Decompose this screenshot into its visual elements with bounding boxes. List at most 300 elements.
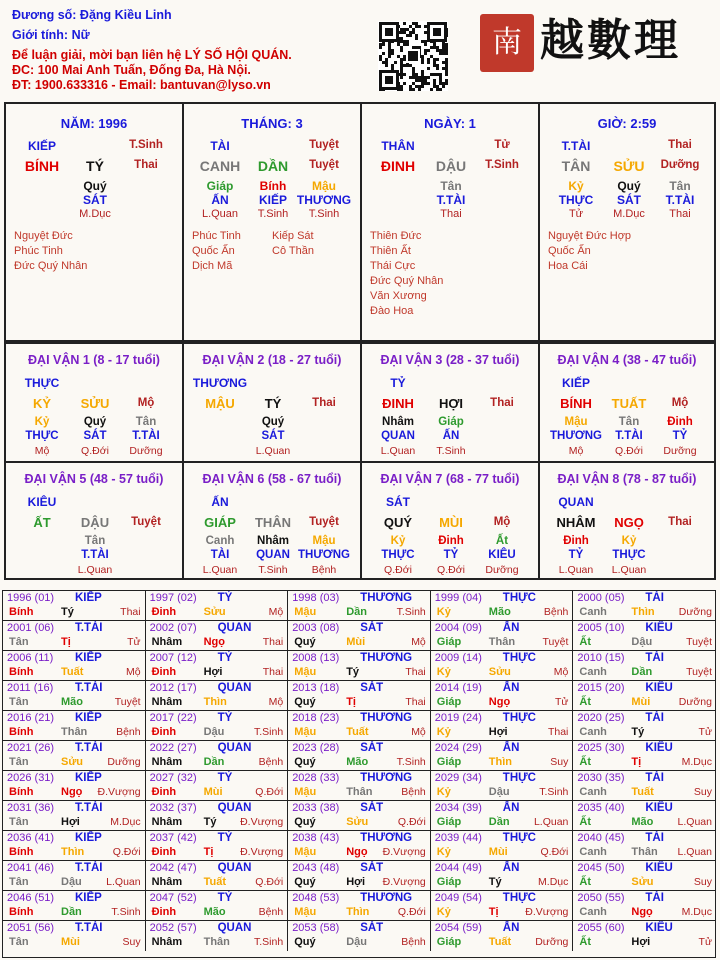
hidden-life-stage: L.Quan	[255, 445, 291, 457]
hidden-stem: Kỷ	[621, 535, 637, 547]
year-branch: Thân	[631, 846, 658, 858]
pillar-branch-stage: Thai	[134, 159, 158, 171]
hidden-life-stage: Q.Đới	[615, 445, 643, 457]
luck-pillar-panel	[360, 342, 538, 461]
hidden-life-stage: Q.Đới	[437, 564, 465, 576]
year-stem: Nhâm	[151, 636, 183, 648]
hidden-stem: Kỷ	[390, 535, 406, 547]
year-ten-god: T.TÀI	[75, 622, 103, 634]
luck-life-stage: Thai	[490, 397, 514, 409]
year-ten-god: SÁT	[360, 622, 384, 634]
year-ten-god: THƯƠNG	[360, 832, 413, 844]
year-cell[interactable]	[3, 741, 146, 771]
hidden-stem: Giáp	[438, 416, 464, 428]
year-life-stage: Mộ	[268, 606, 284, 618]
year-life-stage: Q.Đới	[397, 906, 426, 918]
year-ten-god: ẤN	[502, 682, 520, 694]
luck-pillar-title: ĐẠI VẬN 5 (48 - 57 tuổi)	[24, 472, 164, 486]
luck-life-stage: Mộ	[671, 397, 689, 409]
year-label: 2017 (22)	[149, 712, 197, 724]
year-cell[interactable]	[3, 771, 146, 801]
year-label: 2023 (28)	[292, 742, 340, 754]
year-life-stage: M.Dục	[681, 906, 712, 918]
hidden-life-stage: M.Dục	[613, 208, 645, 220]
year-life-stage: Mộ	[553, 666, 569, 678]
year-stem: Ất	[579, 696, 591, 708]
year-ten-god: T.TÀI	[75, 682, 103, 694]
address-text: ĐC: 100 Mai Anh Tuấn, Đống Đa, Hà Nội.	[12, 63, 251, 77]
year-ten-god: T.TÀI	[75, 742, 103, 754]
year-stem: Kỷ	[436, 606, 451, 618]
hidden-stem: Bính	[259, 179, 287, 193]
hidden-life-stage: Q.Đới	[384, 564, 412, 576]
year-label: 2037 (42)	[149, 832, 197, 844]
year-stem: Quý	[294, 936, 316, 948]
year-cell[interactable]	[288, 801, 431, 831]
year-cell[interactable]	[146, 891, 289, 921]
hidden-ten-god: QUAN	[256, 549, 290, 561]
year-cell[interactable]	[146, 681, 289, 711]
year-stem: Giáp	[436, 936, 462, 948]
pillar-title: THÁNG: 3	[241, 116, 303, 131]
year-stem: Canh	[579, 726, 607, 738]
year-life-stage: Bệnh	[258, 756, 284, 768]
year-label: 2034 (39)	[434, 802, 482, 814]
year-cell[interactable]	[146, 711, 289, 741]
hidden-stem: Mậu	[312, 535, 336, 547]
year-cell[interactable]	[146, 801, 289, 831]
year-cell[interactable]	[573, 621, 716, 651]
year-ten-god: TÀI	[645, 772, 664, 784]
chart-header	[0, 0, 720, 100]
year-life-stage: T.Sinh	[396, 606, 426, 618]
pillar-branch-stage: T.Sinh	[485, 159, 519, 171]
year-life-stage: Đ.Vượng	[240, 816, 284, 828]
year-cell[interactable]	[573, 921, 716, 951]
year-stem: Kỷ	[436, 846, 451, 858]
year-life-stage: Suy	[693, 876, 712, 888]
hidden-stem: Tân	[440, 179, 462, 193]
year-cell[interactable]	[146, 741, 289, 771]
gender-label: Giới tính: Nữ	[12, 28, 90, 42]
hidden-life-stage: Q.Đới	[81, 445, 109, 457]
hidden-life-stage: Dưỡng	[663, 445, 697, 457]
year-stem: Mậu	[294, 606, 317, 618]
year-cell[interactable]	[431, 891, 574, 921]
hidden-stem: Đinh	[438, 535, 464, 547]
year-stem: Mậu	[294, 906, 317, 918]
logo	[478, 10, 714, 80]
year-cell[interactable]	[573, 891, 716, 921]
pillar-title: GIỜ: 2:59	[597, 116, 657, 131]
year-label: 2024 (29)	[434, 742, 482, 754]
year-branch: Hợi	[631, 936, 651, 948]
year-ten-god: SÁT	[360, 682, 384, 694]
year-branch: Ngọ	[346, 846, 368, 858]
year-branch: Sửu	[61, 756, 84, 768]
year-life-stage: Bệnh	[401, 936, 426, 948]
hidden-life-stage: Tử	[568, 208, 584, 220]
hidden-life-stage: L.Quan	[558, 564, 594, 576]
year-branch: Dậu	[346, 936, 367, 948]
year-cell[interactable]	[3, 621, 146, 651]
year-label: 2043 (48)	[292, 862, 340, 874]
hidden-ten-god: T.TÀI	[132, 430, 160, 442]
year-branch: Dần	[488, 816, 510, 828]
hidden-stem: Quý	[617, 179, 641, 193]
year-label: 2051 (56)	[7, 922, 55, 934]
year-life-stage: Đ.Vượng	[382, 876, 426, 888]
year-branch: Tý	[631, 726, 645, 738]
year-ten-god: TÀI	[645, 832, 664, 844]
year-life-stage: M.Dục	[110, 816, 141, 828]
year-label: 1997 (02)	[149, 592, 197, 604]
year-stem: Kỷ	[436, 906, 451, 918]
logo-stamp: 南	[480, 14, 534, 72]
year-label: 2055 (60)	[577, 922, 625, 934]
pillar-ten-god: T.TÀI	[561, 139, 591, 153]
year-cell[interactable]	[431, 921, 574, 951]
hidden-stem: Đinh	[563, 535, 589, 547]
year-stem: Quý	[294, 756, 316, 768]
year-branch: Dậu	[488, 786, 510, 798]
year-ten-god: QUAN	[217, 922, 252, 934]
hidden-life-stage: Dưỡng	[485, 564, 519, 576]
year-stem: Đinh	[151, 846, 177, 858]
year-label: 2033 (38)	[292, 802, 340, 814]
year-cell[interactable]	[3, 921, 146, 951]
year-stem: Giáp	[436, 636, 462, 648]
year-life-stage: Dưỡng	[678, 606, 712, 618]
year-cell[interactable]	[288, 861, 431, 891]
year-cell[interactable]	[288, 591, 431, 621]
luck-pillar-title: ĐẠI VẬN 2 (18 - 27 tuổi)	[202, 353, 342, 367]
year-branch: Mùi	[61, 936, 80, 948]
luck-pillar-panel	[182, 461, 360, 580]
year-stem: Giáp	[436, 696, 462, 708]
year-branch: Thìn	[203, 696, 227, 708]
year-stem: Quý	[294, 696, 316, 708]
year-cell[interactable]	[146, 591, 289, 621]
year-branch: Tý	[346, 666, 360, 678]
pillar-panel	[360, 102, 538, 342]
year-label: 2016 (21)	[7, 712, 55, 724]
hidden-ten-god: TỶ	[443, 549, 459, 561]
year-cell[interactable]	[3, 831, 146, 861]
year-life-stage: Tử	[127, 636, 141, 648]
year-stem: Ất	[579, 756, 591, 768]
star-item: Đào Hoa	[370, 305, 414, 317]
hidden-stem: Mậu	[312, 179, 336, 193]
year-ten-god: KIẾP	[75, 592, 102, 604]
star-item: Nguyệt Đức Hợp	[548, 230, 632, 242]
year-stem: Mậu	[294, 726, 317, 738]
hidden-stem: Tân	[669, 179, 691, 193]
year-branch: Mùi	[346, 636, 366, 648]
year-ten-god: TỶ	[217, 712, 233, 724]
year-branch: Thân	[346, 786, 373, 798]
year-branch: Tý	[488, 876, 502, 888]
year-cell[interactable]	[431, 831, 574, 861]
star-item: Hoa Cái	[548, 260, 588, 272]
hidden-life-stage: L.Quan	[611, 564, 647, 576]
year-branch: Sửu	[346, 816, 369, 828]
year-life-stage: L.Quan	[677, 816, 712, 828]
year-cell[interactable]	[288, 711, 431, 741]
year-branch: Tị	[203, 846, 214, 858]
luck-pillar-title: ĐẠI VẬN 4 (38 - 47 tuổi)	[557, 353, 697, 367]
year-stem: Canh	[579, 606, 607, 618]
year-life-stage: Mộ	[411, 636, 426, 648]
hidden-stem: Mậu	[564, 416, 588, 428]
luck-pillar-panel	[4, 461, 182, 580]
year-ten-god: TÀI	[645, 652, 664, 664]
year-life-stage: T.Sinh	[254, 726, 284, 738]
year-branch: Dần	[346, 606, 367, 618]
year-cell[interactable]	[431, 861, 574, 891]
year-life-stage: Bệnh	[401, 786, 426, 798]
year-label: 2039 (44)	[434, 832, 482, 844]
year-stem: Tân	[9, 936, 29, 948]
year-cell[interactable]	[288, 831, 431, 861]
year-cell[interactable]	[573, 801, 716, 831]
year-life-stage: T.Sinh	[396, 756, 426, 768]
year-cell[interactable]	[146, 861, 289, 891]
year-ten-god: SÁT	[360, 802, 384, 814]
year-label: 2050 (55)	[577, 892, 625, 904]
year-stem: Kỷ	[436, 786, 451, 798]
year-life-stage: Suy	[550, 756, 569, 768]
year-label: 2038 (43)	[292, 832, 340, 844]
hidden-ten-god: SÁT	[261, 430, 285, 442]
year-label: 2022 (27)	[149, 742, 197, 754]
hidden-ten-god: TỶ	[568, 549, 584, 561]
year-cell[interactable]	[573, 711, 716, 741]
year-label: 2012 (17)	[149, 682, 197, 694]
hidden-stem: Kỷ	[34, 416, 50, 428]
owner-name: Đương số: Đặng Kiều Linh	[12, 8, 172, 22]
year-ten-god: TỶ	[217, 592, 233, 604]
luck-stem: BÍNH	[560, 396, 592, 411]
year-cell[interactable]	[431, 621, 574, 651]
year-label: 2041 (46)	[7, 862, 55, 874]
phone-email-text[interactable]: ĐT: 1900.633316 - Email: bantuvan@lyso.vn	[12, 78, 271, 92]
hidden-stem: Tân	[618, 416, 640, 428]
luck-stem: GIÁP	[204, 515, 236, 530]
luck-ten-god: ẤN	[211, 495, 229, 509]
year-cell[interactable]	[573, 681, 716, 711]
year-cell[interactable]	[431, 681, 574, 711]
year-cell[interactable]	[431, 651, 574, 681]
year-cell[interactable]	[288, 771, 431, 801]
year-branch: Dần	[203, 756, 225, 768]
hidden-ten-god: THỰC	[381, 549, 415, 561]
luck-ten-god: KIÊU	[27, 495, 57, 509]
pillar-branch: DẬU	[435, 158, 467, 174]
year-ten-god: KIẾP	[75, 892, 102, 904]
year-life-stage: Mộ	[126, 666, 141, 678]
year-ten-god: KIÊU	[645, 622, 673, 634]
year-label: 2005 (10)	[577, 622, 625, 634]
luck-ten-god: SÁT	[386, 495, 410, 509]
year-label: 1996 (01)	[7, 592, 55, 604]
year-label: 2035 (40)	[577, 802, 625, 814]
year-cell[interactable]	[3, 891, 146, 921]
year-branch: Mão	[346, 756, 369, 768]
year-cell[interactable]	[288, 681, 431, 711]
qr-code-icon[interactable]	[378, 21, 448, 91]
star-item: Văn Xương	[370, 290, 427, 302]
pillar-branch: SỬU	[613, 158, 645, 174]
year-cell[interactable]	[146, 771, 289, 801]
luck-pillar-title: ĐẠI VẬN 6 (58 - 67 tuổi)	[202, 472, 342, 486]
year-stem: Nhâm	[151, 756, 183, 768]
year-cell[interactable]	[431, 771, 574, 801]
year-branch: Hợi	[346, 876, 366, 888]
year-label: 2020 (25)	[577, 712, 625, 724]
year-stem: Đinh	[151, 906, 177, 918]
year-label: 2021 (26)	[7, 742, 55, 754]
year-cell[interactable]	[573, 651, 716, 681]
luck-stem: NHÂM	[556, 515, 596, 530]
year-stem: Ất	[579, 876, 591, 888]
year-cell[interactable]	[573, 591, 716, 621]
year-life-stage: Dưỡng	[535, 936, 569, 948]
pillar-ten-god: THÂN	[381, 139, 415, 153]
year-life-stage: Q.Đới	[397, 816, 426, 828]
year-ten-god: QUAN	[217, 682, 252, 694]
year-branch: Tị	[61, 636, 71, 648]
year-cell[interactable]	[3, 651, 146, 681]
year-stem: Bính	[9, 906, 34, 918]
year-stem: Canh	[579, 906, 607, 918]
year-life-stage: Suy	[693, 786, 712, 798]
year-cell[interactable]	[573, 831, 716, 861]
luck-pillar-panel	[538, 342, 716, 461]
year-ten-god: ẤN	[502, 622, 520, 634]
hidden-life-stage: Mộ	[34, 445, 50, 457]
luck-ten-god: THƯƠNG	[192, 376, 248, 390]
year-ten-god: THỰC	[502, 772, 536, 784]
hidden-stem: Đinh	[667, 416, 693, 428]
year-life-stage: Tử	[698, 936, 712, 948]
hidden-life-stage: L.Quan	[380, 445, 416, 457]
year-cell[interactable]	[288, 921, 431, 951]
luck-branch: NGỌ	[614, 515, 644, 530]
year-label: 2000 (05)	[577, 592, 625, 604]
year-life-stage: Q.Đới	[112, 846, 141, 858]
year-ten-god: ẤN	[502, 862, 520, 874]
year-stem: Nhâm	[151, 816, 183, 828]
year-cell[interactable]	[288, 621, 431, 651]
year-cell[interactable]	[288, 741, 431, 771]
year-stem: Canh	[579, 846, 607, 858]
year-branch: Sửu	[631, 876, 654, 888]
pillar-stem: TÂN	[561, 158, 591, 174]
year-stem: Đinh	[151, 606, 177, 618]
year-cell[interactable]	[3, 711, 146, 741]
year-cell[interactable]	[146, 831, 289, 861]
year-life-stage: Đ.Vượng	[382, 846, 426, 858]
year-cell[interactable]	[573, 861, 716, 891]
hidden-life-stage: Dưỡng	[129, 445, 163, 457]
year-branch: Dậu	[631, 636, 653, 648]
year-life-stage: Tuyệt	[542, 636, 569, 648]
year-cell[interactable]	[431, 591, 574, 621]
luck-ten-god: THỰC	[24, 376, 60, 390]
year-cell[interactable]	[3, 591, 146, 621]
luck-pillar-panel	[360, 461, 538, 580]
year-life-stage: Thai	[405, 666, 426, 678]
hidden-stem: Kỷ	[568, 179, 584, 193]
star-item: Thiên Ất	[370, 245, 411, 257]
year-stem: Giáp	[436, 756, 462, 768]
luck-pillar-title: ĐẠI VẬN 1 (8 - 17 tuổi)	[28, 353, 160, 367]
year-stem: Quý	[294, 636, 316, 648]
pillar-stem: CANH	[199, 158, 241, 174]
year-ten-god: TÀI	[645, 892, 664, 904]
year-label: 2029 (34)	[434, 772, 482, 784]
hidden-life-stage: T.Sinh	[308, 208, 340, 220]
year-label: 2042 (47)	[149, 862, 197, 874]
year-branch: Tị	[346, 696, 356, 708]
year-branch: Tý	[203, 816, 217, 828]
year-cell[interactable]	[3, 861, 146, 891]
year-cell[interactable]	[431, 801, 574, 831]
year-cell[interactable]	[573, 741, 716, 771]
year-branch: Tị	[631, 756, 642, 768]
luck-ten-god: QUAN	[558, 495, 594, 509]
year-stem: Ất	[579, 936, 591, 948]
pillar-life-stage: Tuyệt	[309, 139, 339, 151]
pillar-title: NĂM: 1996	[60, 116, 128, 131]
year-branch: Tuất	[203, 876, 226, 888]
year-label: 2031 (36)	[7, 802, 55, 814]
year-cell[interactable]	[146, 921, 289, 951]
year-label: 2053 (58)	[292, 922, 340, 934]
year-branch: Dần	[631, 666, 653, 678]
pillar-branch: DẦN	[257, 158, 289, 174]
year-cell[interactable]	[288, 891, 431, 921]
year-ten-god: THỰC	[502, 652, 536, 664]
year-life-stage: Thai	[405, 696, 426, 708]
year-label: 2032 (37)	[149, 802, 197, 814]
luck-branch: SỬU	[80, 396, 110, 411]
logo-text: 越數理	[540, 15, 681, 66]
year-cell[interactable]	[573, 771, 716, 801]
hidden-ten-god: ẤN	[442, 430, 460, 442]
year-cell[interactable]	[146, 621, 289, 651]
star-item: Cô Thần	[272, 245, 314, 257]
year-cell[interactable]	[3, 681, 146, 711]
luck-life-stage: Tuyệt	[131, 516, 161, 528]
year-stem: Mậu	[294, 666, 317, 678]
year-ten-god: THƯƠNG	[360, 652, 413, 664]
hidden-life-stage: Mộ	[568, 445, 584, 457]
hidden-life-stage: T.Sinh	[257, 208, 289, 220]
year-cell[interactable]	[146, 651, 289, 681]
year-ten-god: THỰC	[502, 892, 536, 904]
pillar-panel	[538, 102, 716, 342]
year-cell[interactable]	[431, 741, 574, 771]
year-cell[interactable]	[431, 711, 574, 741]
year-stem: Bính	[9, 726, 34, 738]
hidden-stem: Quý	[83, 416, 107, 428]
hidden-ten-god: QUAN	[381, 430, 415, 442]
year-cell[interactable]	[288, 651, 431, 681]
year-cell[interactable]	[3, 801, 146, 831]
year-label: 2010 (15)	[577, 652, 625, 664]
